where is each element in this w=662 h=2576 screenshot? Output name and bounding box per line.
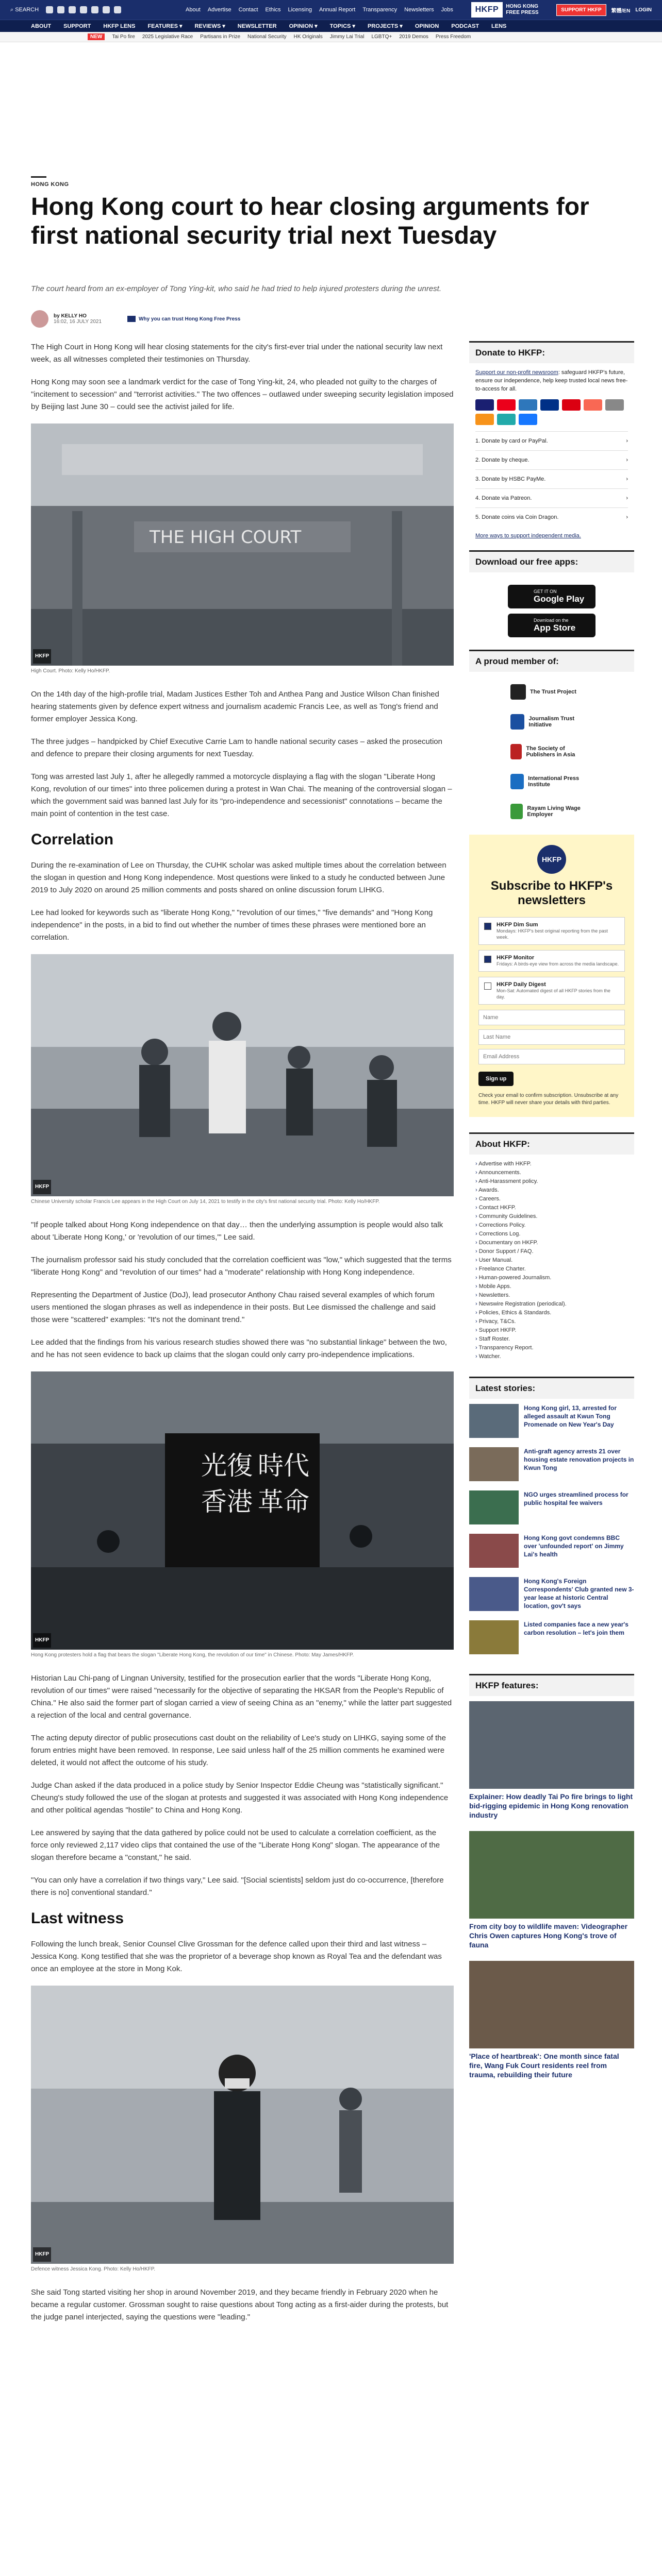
site-logo[interactable] <box>471 2 539 18</box>
google-play-small: GET IT ON <box>534 589 557 594</box>
list-item[interactable] <box>469 1404 634 1438</box>
category-label[interactable]: HONG KONG <box>31 181 69 188</box>
latest-heading: Latest stories: <box>469 1377 634 1399</box>
paragraph: Hong Kong may soon see a landmark verdict for the case of Tong Ying-kit, 24, who pleaded not guilty to the charges of "incitement to secession" and "terrorist activities." The two offences – outlawed under sweeping security legislation imposed by Beijing last June 30 – could see the activist jailed for life. <box>31 378 454 411</box>
paragraph: Lee had looked for keywords such as "liberate Hong Kong," "revolution of our times," "five demands" and "Hong Kong independence" in the posts, in a bid to find out whether the number of times these phrases were mentioned bore an correlation. <box>31 908 433 942</box>
newsletter-title: Subscribe to HKFP's newsletters <box>490 879 613 907</box>
newsletter-option-title: HKFP Monitor <box>496 955 535 961</box>
paragraph: The acting deputy director of public prosecutions cast doubt on the reliability of Lee's study on LIHKG, saying some of the forum entries might have been removed. In response, Lee said unless half of the 25 million comments he examined were deleted, it would not affect the outcome of his study. <box>31 1734 446 1767</box>
donate-heading: Donate to HKFP: <box>469 341 634 363</box>
youtube-icon[interactable] <box>80 6 87 13</box>
trust-icon <box>127 316 136 322</box>
story-title: Hong Kong govt condemns BBC over 'unfounded report' on Jimmy Lai's health <box>524 1534 624 1558</box>
trending-link[interactable]: Jimmy Lai Trial <box>329 34 365 40</box>
about-link[interactable]: › Privacy, T&Cs. <box>475 1317 628 1326</box>
section-heading: Last witness <box>31 1910 124 1927</box>
paragraph: Judge Chan asked if the data produced in a police study by Senior Inspector Eddie Cheung was "statistically significant." Cheung's study followed the use of the slogan at protests and suggested it was associated with Hong Kong independence and other political agendas "hostile" to China and Hong Kong. <box>31 1781 449 1815</box>
paragraph: Representing the Department of Justice (DoJ), lead prosecutor Anthony Chau raised several examples of which forum users mentioned the slogan phrases as well as independence in their posts. But Lee dismissed the challenge and said those were "scattered" examples: "It's not the dominant trend." <box>31 1291 436 1324</box>
about-link[interactable]: › Documentary on HKFP. <box>475 1239 628 1247</box>
story-thumbnail <box>469 1534 519 1568</box>
member-logo[interactable] <box>510 744 593 759</box>
newsletter-option-desc: Mondays: HKFP's best original reporting from the past week. <box>496 928 608 940</box>
trending-link[interactable]: 2025 Legislative Race <box>142 34 193 40</box>
newsletter-note: Check your email to confirm subscription. Unsubscribe at any time. HKFP will never share your details with third parties. <box>478 1093 619 1106</box>
email-field[interactable] <box>478 1049 625 1064</box>
member-heading: A proud member of: <box>469 650 634 672</box>
story-thumbnail <box>469 1404 519 1438</box>
top-link[interactable]: Licensing <box>288 7 312 13</box>
top-links <box>186 7 453 13</box>
about-list <box>469 1160 634 1377</box>
paragraph: Tong was arrested last July 1, after he allegedly rammed a motorcycle displaying a flag with the slogan "Liberate Hong Kong, revolution of our times" into three policemen during a protest in Wan Chai. The meaning of the controversial slogan – which the government said was banned last July for its "pro-independence and secessionist" connotations – became the main point of contention in the test case. <box>31 772 452 818</box>
top-link[interactable]: Transparency <box>362 7 398 13</box>
logo-line-1: HONG KONG <box>506 4 538 9</box>
twitter-icon[interactable] <box>46 6 53 13</box>
member-logo[interactable] <box>510 714 593 730</box>
sidebar <box>469 341 634 2091</box>
newsletter-option-title: HKFP Dim Sum <box>496 922 538 928</box>
login-link[interactable]: LOGIN <box>635 7 652 13</box>
nav-item[interactable]: NEWSLETTER <box>237 23 277 29</box>
nav-item[interactable]: LENS <box>491 23 507 29</box>
donate-option[interactable] <box>475 450 628 469</box>
mastercard-icon <box>497 399 516 411</box>
rss-icon[interactable] <box>114 6 121 13</box>
donate-option-label: 3. Donate by HSBC PayMe. <box>475 476 546 482</box>
story-title: NGO urges streamlined process for public hospital fee waivers <box>524 1491 628 1506</box>
trust-label: Why you can trust Hong Kong Free Press <box>139 316 241 322</box>
top-link[interactable]: About <box>186 7 201 13</box>
about-link[interactable]: › Watcher. <box>475 1352 628 1361</box>
svg-text:香港: 香港 <box>201 1487 253 1517</box>
social-links <box>46 6 121 13</box>
about-heading: About HKFP: <box>469 1132 634 1155</box>
last-name-field[interactable] <box>478 1029 625 1045</box>
trending-link[interactable]: HK Originals <box>293 34 323 40</box>
donate-desc: : safeguard HKFP's future, ensure our independence, help keep trusted local news free-to-access for all. <box>475 369 628 392</box>
feature-card[interactable] <box>469 1831 634 1950</box>
feature-card[interactable] <box>469 1701 634 1820</box>
story-thumbnail <box>469 1490 519 1524</box>
article-subtitle: The court heard from an ex-employer of Tong Ying-kit, who said he had tried to help injured protesters during the unrest. <box>31 284 442 293</box>
story-title: Anti-graft agency arrests 21 over housing estate renovation projects in Kwun Tong <box>524 1448 634 1471</box>
nav-item[interactable]: TOPICS ▾ <box>329 23 355 29</box>
trending-link[interactable]: 2019 Demos <box>399 34 428 40</box>
feature-title: 'Place of heartbreak': One month since fatal fire, Wang Fuk Court residents reel from trauma, rebuilding their future <box>469 2052 619 2079</box>
top-link[interactable]: Newsletters <box>404 7 434 13</box>
search-link[interactable]: ⌕ SEARCH <box>10 6 39 13</box>
hkfp-watermark: HKFP <box>33 1180 51 1194</box>
trending-link[interactable]: National Security <box>247 34 287 40</box>
about-link[interactable]: › Community Guidelines. <box>475 1212 628 1221</box>
patreon-icon <box>584 399 602 411</box>
logo-text <box>506 4 538 16</box>
amex-icon <box>519 399 537 411</box>
member-logo[interactable] <box>510 684 593 700</box>
svg-text:時代: 時代 <box>258 1451 309 1481</box>
donate-option[interactable] <box>475 488 628 507</box>
nav-item[interactable]: FEATURES ▾ <box>147 23 183 29</box>
crypto-icon <box>475 414 494 425</box>
nav-item[interactable]: OPINION <box>415 23 439 29</box>
visa-icon <box>475 399 494 411</box>
newsletter-option[interactable] <box>478 917 625 945</box>
protest-photo <box>31 1371 454 1650</box>
svg-text:革命: 革命 <box>258 1487 309 1517</box>
living-wage-icon <box>510 804 523 819</box>
svg-text:光復: 光復 <box>201 1451 253 1481</box>
jti-icon <box>510 714 524 730</box>
figure-high-court <box>31 423 454 675</box>
paragraph: Lee added that the findings from his various research studies showed there was "no substantial linkage" between the two, and he has not seen evidence to back up claims that the slogan could only carry pro-independence implications. <box>31 1338 447 1359</box>
article-body <box>31 341 454 2334</box>
member-logos <box>469 677 634 835</box>
paragraph: "You can only have a correlation if two things vary," Lee said. "[Social scientists] seldom just do co-occurrence, [therefore there is no] conventional standard." <box>31 1876 444 1897</box>
trending-link[interactable]: Tai Po fire <box>112 34 135 40</box>
latest-stories <box>469 1404 634 1674</box>
google-play-badge[interactable] <box>508 585 595 608</box>
paypal-icon <box>540 399 559 411</box>
top-bar <box>0 0 662 20</box>
chevron-right-icon: › <box>626 457 628 463</box>
donate-option[interactable] <box>475 507 628 527</box>
protest-image <box>31 1371 454 1650</box>
newsletter-option[interactable] <box>478 950 625 972</box>
story-thumbnail <box>469 1577 519 1611</box>
paragraph: On the 14th day of the high-profile trial, Madam Justices Esther Toh and Anthea Pang and Justice Wilson Chan finished hearing statements given by defence expert witness and journalism academic Francis Lee, as well as Tong's friend and former employer Jessica Kong. <box>31 690 439 723</box>
paragraph: During the re-examination of Lee on Thursday, the CUHK scholar was asked multiple times about the correlation between the slogan in question and Hong Kong independence. Most questions were linked to a study he conducted between June 2019 to July 2020 on around 25 million comments and posts shared on online discussion forum LIHKG. <box>31 861 446 894</box>
photo-caption: Defence witness Jessica Kong. Photo: Kelly Ho/HKFP. <box>31 2266 156 2272</box>
photo-caption: Chinese University scholar Francis Lee appears in the High Court on July 14, 2021 to testify in the city's first national security trial. Photo: Kelly Ho/HKFP. <box>31 1199 380 1205</box>
list-item[interactable] <box>469 1577 634 1611</box>
feature-image <box>469 1831 634 1919</box>
about-link[interactable]: › Support HKFP. <box>475 1326 628 1335</box>
feature-image <box>469 1961 634 2048</box>
about-link[interactable]: › Careers. <box>475 1195 628 1204</box>
instagram-icon[interactable] <box>69 6 76 13</box>
list-item[interactable] <box>469 1490 634 1524</box>
donate-option-label: 5. Donate coins via Coin Dragon. <box>475 514 559 520</box>
hkfp-watermark: HKFP <box>33 649 51 664</box>
about-link[interactable]: › Contact HKFP. <box>475 1204 628 1212</box>
donate-option-label: 1. Donate by card or PayPal. <box>475 438 548 444</box>
paragraph: She said Tong started visiting her shop in around November 2019, and they became friendly in February 2020 when he became a regular customer. Grossman sought to raise questions about Tong acting as a first-aider during the protests, but the judge panel interjected, saying the questions were "leading." <box>31 2288 449 2321</box>
about-link[interactable]: › Newsletters. <box>475 1291 628 1300</box>
checkbox[interactable] <box>484 982 491 990</box>
sign-up-button[interactable]: Sign up <box>478 1072 514 1086</box>
about-link[interactable]: › Anti-Harassment policy. <box>475 1177 628 1186</box>
linkedin-icon[interactable] <box>91 6 98 13</box>
topbar-right <box>556 4 652 16</box>
newsletter-box <box>469 835 634 1117</box>
ipi-icon <box>510 774 524 789</box>
chevron-right-icon: › <box>626 438 628 444</box>
trending-bar <box>0 32 662 42</box>
author-info <box>54 313 102 325</box>
francis-lee-photo <box>31 954 454 1196</box>
feature-title: Explainer: How deadly Tai Po fire brings to light bid-rigging epidemic in Hong Kong renovation industry <box>469 1792 633 1819</box>
story-thumbnail <box>469 1620 519 1654</box>
about-link[interactable]: › Corrections Policy. <box>475 1221 628 1230</box>
member-logo[interactable] <box>510 774 593 789</box>
about-link[interactable]: › Awards. <box>475 1186 628 1195</box>
hkfp-watermark: HKFP <box>33 2247 51 2262</box>
figure-jessica-kong <box>31 1986 454 2273</box>
about-link[interactable]: › Transparency Report. <box>475 1344 628 1352</box>
chevron-right-icon: › <box>626 514 628 520</box>
donate-box <box>469 368 634 550</box>
publish-date: 16:02, 16 JULY 2021 <box>54 319 102 325</box>
donate-text <box>475 368 628 393</box>
story-title: Listed companies face a new year's carbon resolution – let's join them <box>524 1621 628 1636</box>
main-nav <box>0 20 662 32</box>
app-store-small: Download on the <box>534 618 569 623</box>
author-row <box>31 310 240 328</box>
donate-option-label: 4. Donate via Patreon. <box>475 495 532 501</box>
page-title: Hong Kong court to hear closing arguments for first national security trial next Tuesday <box>31 193 589 249</box>
chevron-right-icon: › <box>626 495 628 501</box>
app-store-big: App Store <box>534 623 576 633</box>
about-link[interactable]: › Advertise with HKFP. <box>475 1160 628 1168</box>
nav-item[interactable]: HKFP LENS <box>103 23 136 29</box>
donate-option[interactable] <box>475 431 628 450</box>
svg-text:THE HIGH COURT: THE HIGH COURT <box>150 527 302 548</box>
jessica-kong-photo <box>31 1986 454 2264</box>
support-button[interactable]: SUPPORT HKFP <box>556 4 606 16</box>
payment-methods <box>475 399 628 425</box>
payme-icon <box>562 399 581 411</box>
search-label: SEARCH <box>15 6 39 13</box>
trust-link[interactable] <box>127 316 240 322</box>
top-link[interactable]: Ethics <box>265 7 281 13</box>
name-field[interactable] <box>478 1010 625 1025</box>
member-logo[interactable] <box>510 804 593 819</box>
google-play-big: Google Play <box>534 594 585 604</box>
member-name: The Society of Publishers in Asia <box>526 745 575 758</box>
donate-option-label: 2. Donate by cheque. <box>475 457 529 463</box>
story-thumbnail <box>469 1447 519 1481</box>
feature-card[interactable] <box>469 1961 634 2079</box>
trending-link[interactable]: Partisans in Prize <box>200 34 241 40</box>
member-name: International Press Institute <box>528 775 580 788</box>
story-title: Hong Kong girl, 13, arrested for alleged assault at Kwun Tong Promenade on New Year's Day <box>524 1404 617 1428</box>
paragraph: "If people talked about Hong Kong independence on that day… then the underlying assumption is people would also talk about 'Liberate Hong Kong,' or 'revolution of our times,'" Lee said. <box>31 1221 443 1242</box>
member-name: Journalism Trust Initiative <box>528 716 575 728</box>
telegram-icon[interactable] <box>103 6 110 13</box>
section-heading: Correlation <box>31 831 114 848</box>
francis-lee-image <box>31 954 454 1196</box>
avatar <box>31 310 48 328</box>
hkfp-watermark: HKFP <box>33 1633 51 1648</box>
facebook-icon[interactable] <box>57 6 64 13</box>
newsletter-option[interactable] <box>478 977 625 1005</box>
topbar-left <box>10 6 175 13</box>
chevron-right-icon: › <box>626 476 628 482</box>
nav-item[interactable]: PROJECTS ▾ <box>367 23 403 29</box>
nav-item[interactable]: OPINION ▾ <box>289 23 318 29</box>
about-link[interactable]: › Freelance Charter. <box>475 1265 628 1274</box>
app-store-badge[interactable] <box>508 614 595 637</box>
logo-mark: HKFP <box>471 2 503 18</box>
newsletter-logo: HKFP <box>537 845 566 874</box>
newsletter-option-desc: Mon-Sat: Automated digest of all HKFP stories from the day. <box>496 988 610 999</box>
checkbox[interactable] <box>484 956 491 963</box>
trending-link[interactable]: Press Freedom <box>435 34 471 40</box>
story-title: Hong Kong's Foreign Correspondents' Club granted new 3-year lease at historic Central location, gov't says <box>524 1578 634 1609</box>
donate-link[interactable]: Support our non-profit newsroom <box>475 369 558 376</box>
app-badges <box>469 578 634 650</box>
sopa-icon <box>510 744 522 759</box>
nav-item[interactable]: REVIEWS ▾ <box>194 23 225 29</box>
about-link[interactable]: › Staff Roster. <box>475 1335 628 1344</box>
paragraph: The three judges – handpicked by Chief Executive Carrie Lam to handle national security cases – asked the prosecution and defence to prepare their closing arguments for next Tuesday. <box>31 737 442 758</box>
figure-francis-lee <box>31 954 454 1206</box>
checkbox[interactable] <box>484 923 491 930</box>
about-link[interactable]: › Announcements. <box>475 1168 628 1177</box>
paragraph: Historian Lau Chi-pang of Lingnan University, testified for the prosecution earlier that the words "Liberate Hong Kong, revolution of our times" were raised "necessarily for the objective of separating the HKSAR from the People's Republic of China." He also said the former part of slogan carried a view of seeing China as an "enemy," while the latter part suggested a rejection of the local and central governance. <box>31 1674 452 1720</box>
about-link[interactable]: › Corrections Log. <box>475 1230 628 1239</box>
about-link[interactable]: › Newswire Registration (periodical). <box>475 1300 628 1309</box>
trust-project-icon <box>510 684 526 700</box>
features-heading: HKFP features: <box>469 1674 634 1696</box>
author-name[interactable]: by KELLY HO <box>54 313 87 319</box>
language-toggle[interactable]: 繁體/EN <box>611 8 631 14</box>
about-link[interactable]: › Mobile Apps. <box>475 1282 628 1291</box>
more-support-link[interactable]: More ways to support independent media. <box>475 533 581 539</box>
logo-line-2: FREE PRESS <box>506 10 539 15</box>
nav-item[interactable]: PODCAST <box>451 23 479 29</box>
about-link[interactable]: › User Manual. <box>475 1256 628 1265</box>
top-link[interactable]: Contact <box>238 7 258 13</box>
category-rule <box>31 176 46 178</box>
high-court-photo <box>31 423 454 666</box>
list-item[interactable] <box>469 1620 634 1654</box>
paragraph: Following the lunch break, Senior Counsel Clive Grossman for the defence called upon their third and last witness – Jessica Kong. Kong testified that she was the proprietor of a beverage shop known as Royal Tea and the defendant was once an employee at the store in Mong Kok. <box>31 1940 442 1973</box>
about-link[interactable]: › Donor Support / FAQ. <box>475 1247 628 1256</box>
figure-protest-flag <box>31 1371 454 1659</box>
paragraph: Lee answered by saying that the data gathered by police could not be used to calculate a correlation coefficient, as the force only reviewed 2,117 video clips that contained the use of the "Liberate Hong Kong" slogan. The appearance of the slogan therefore became a "constant," he said. <box>31 1828 440 1862</box>
bank-icon <box>497 414 516 425</box>
about-link[interactable]: › Policies, Ethics & Standards. <box>475 1309 628 1317</box>
list-item[interactable] <box>469 1534 634 1568</box>
top-link[interactable]: Annual Report <box>319 7 356 13</box>
high-court-image <box>31 423 454 666</box>
nav-item[interactable]: ABOUT <box>31 23 52 29</box>
photo-caption: High Court. Photo: Kelly Ho/HKFP. <box>31 668 110 674</box>
feature-title: From city boy to wildlife maven: Videographer Chris Owen captures Hong Kong's trove of fauna <box>469 1922 628 1949</box>
member-name: Rayam Living Wage Employer <box>527 805 581 818</box>
jessica-kong-image <box>31 1986 454 2264</box>
member-name: The Trust Project <box>530 689 576 695</box>
new-badge: NEW <box>88 33 105 40</box>
paragraph: The High Court in Hong Kong will hear closing statements for the city's first-ever trial under the national security law next week, as all witnesses completed their testimonies on Thursday. <box>31 343 443 364</box>
photo-caption: Hong Kong protesters hold a flag that bears the slogan "Liberate Hong Kong, the revolution of our time" in Chinese. Photo: May James/HKFP. <box>31 1652 354 1658</box>
trending-link[interactable]: LGBTQ+ <box>371 34 392 40</box>
feature-image <box>469 1701 634 1789</box>
cheque-icon <box>605 399 624 411</box>
donate-option[interactable] <box>475 469 628 488</box>
top-link[interactable]: Jobs <box>441 7 453 13</box>
list-item[interactable] <box>469 1447 634 1481</box>
about-link[interactable]: › Human-powered Journalism. <box>475 1274 628 1282</box>
top-link[interactable]: Advertise <box>207 7 231 13</box>
nav-item[interactable]: SUPPORT <box>63 23 91 29</box>
alipay-icon <box>519 414 537 425</box>
newsletter-option-desc: Fridays: A birds-eye view from across the media landscape. <box>496 961 619 967</box>
apps-heading: Download our free apps: <box>469 550 634 572</box>
paragraph: The journalism professor said his study concluded that the correlation coefficient was "low," which suggested that the terms "liberate Hong Kong" and "revolution of our times" had a "moderate" relationship with Hong Kong independence. <box>31 1256 452 1277</box>
newsletter-option-title: HKFP Daily Digest <box>496 981 546 988</box>
